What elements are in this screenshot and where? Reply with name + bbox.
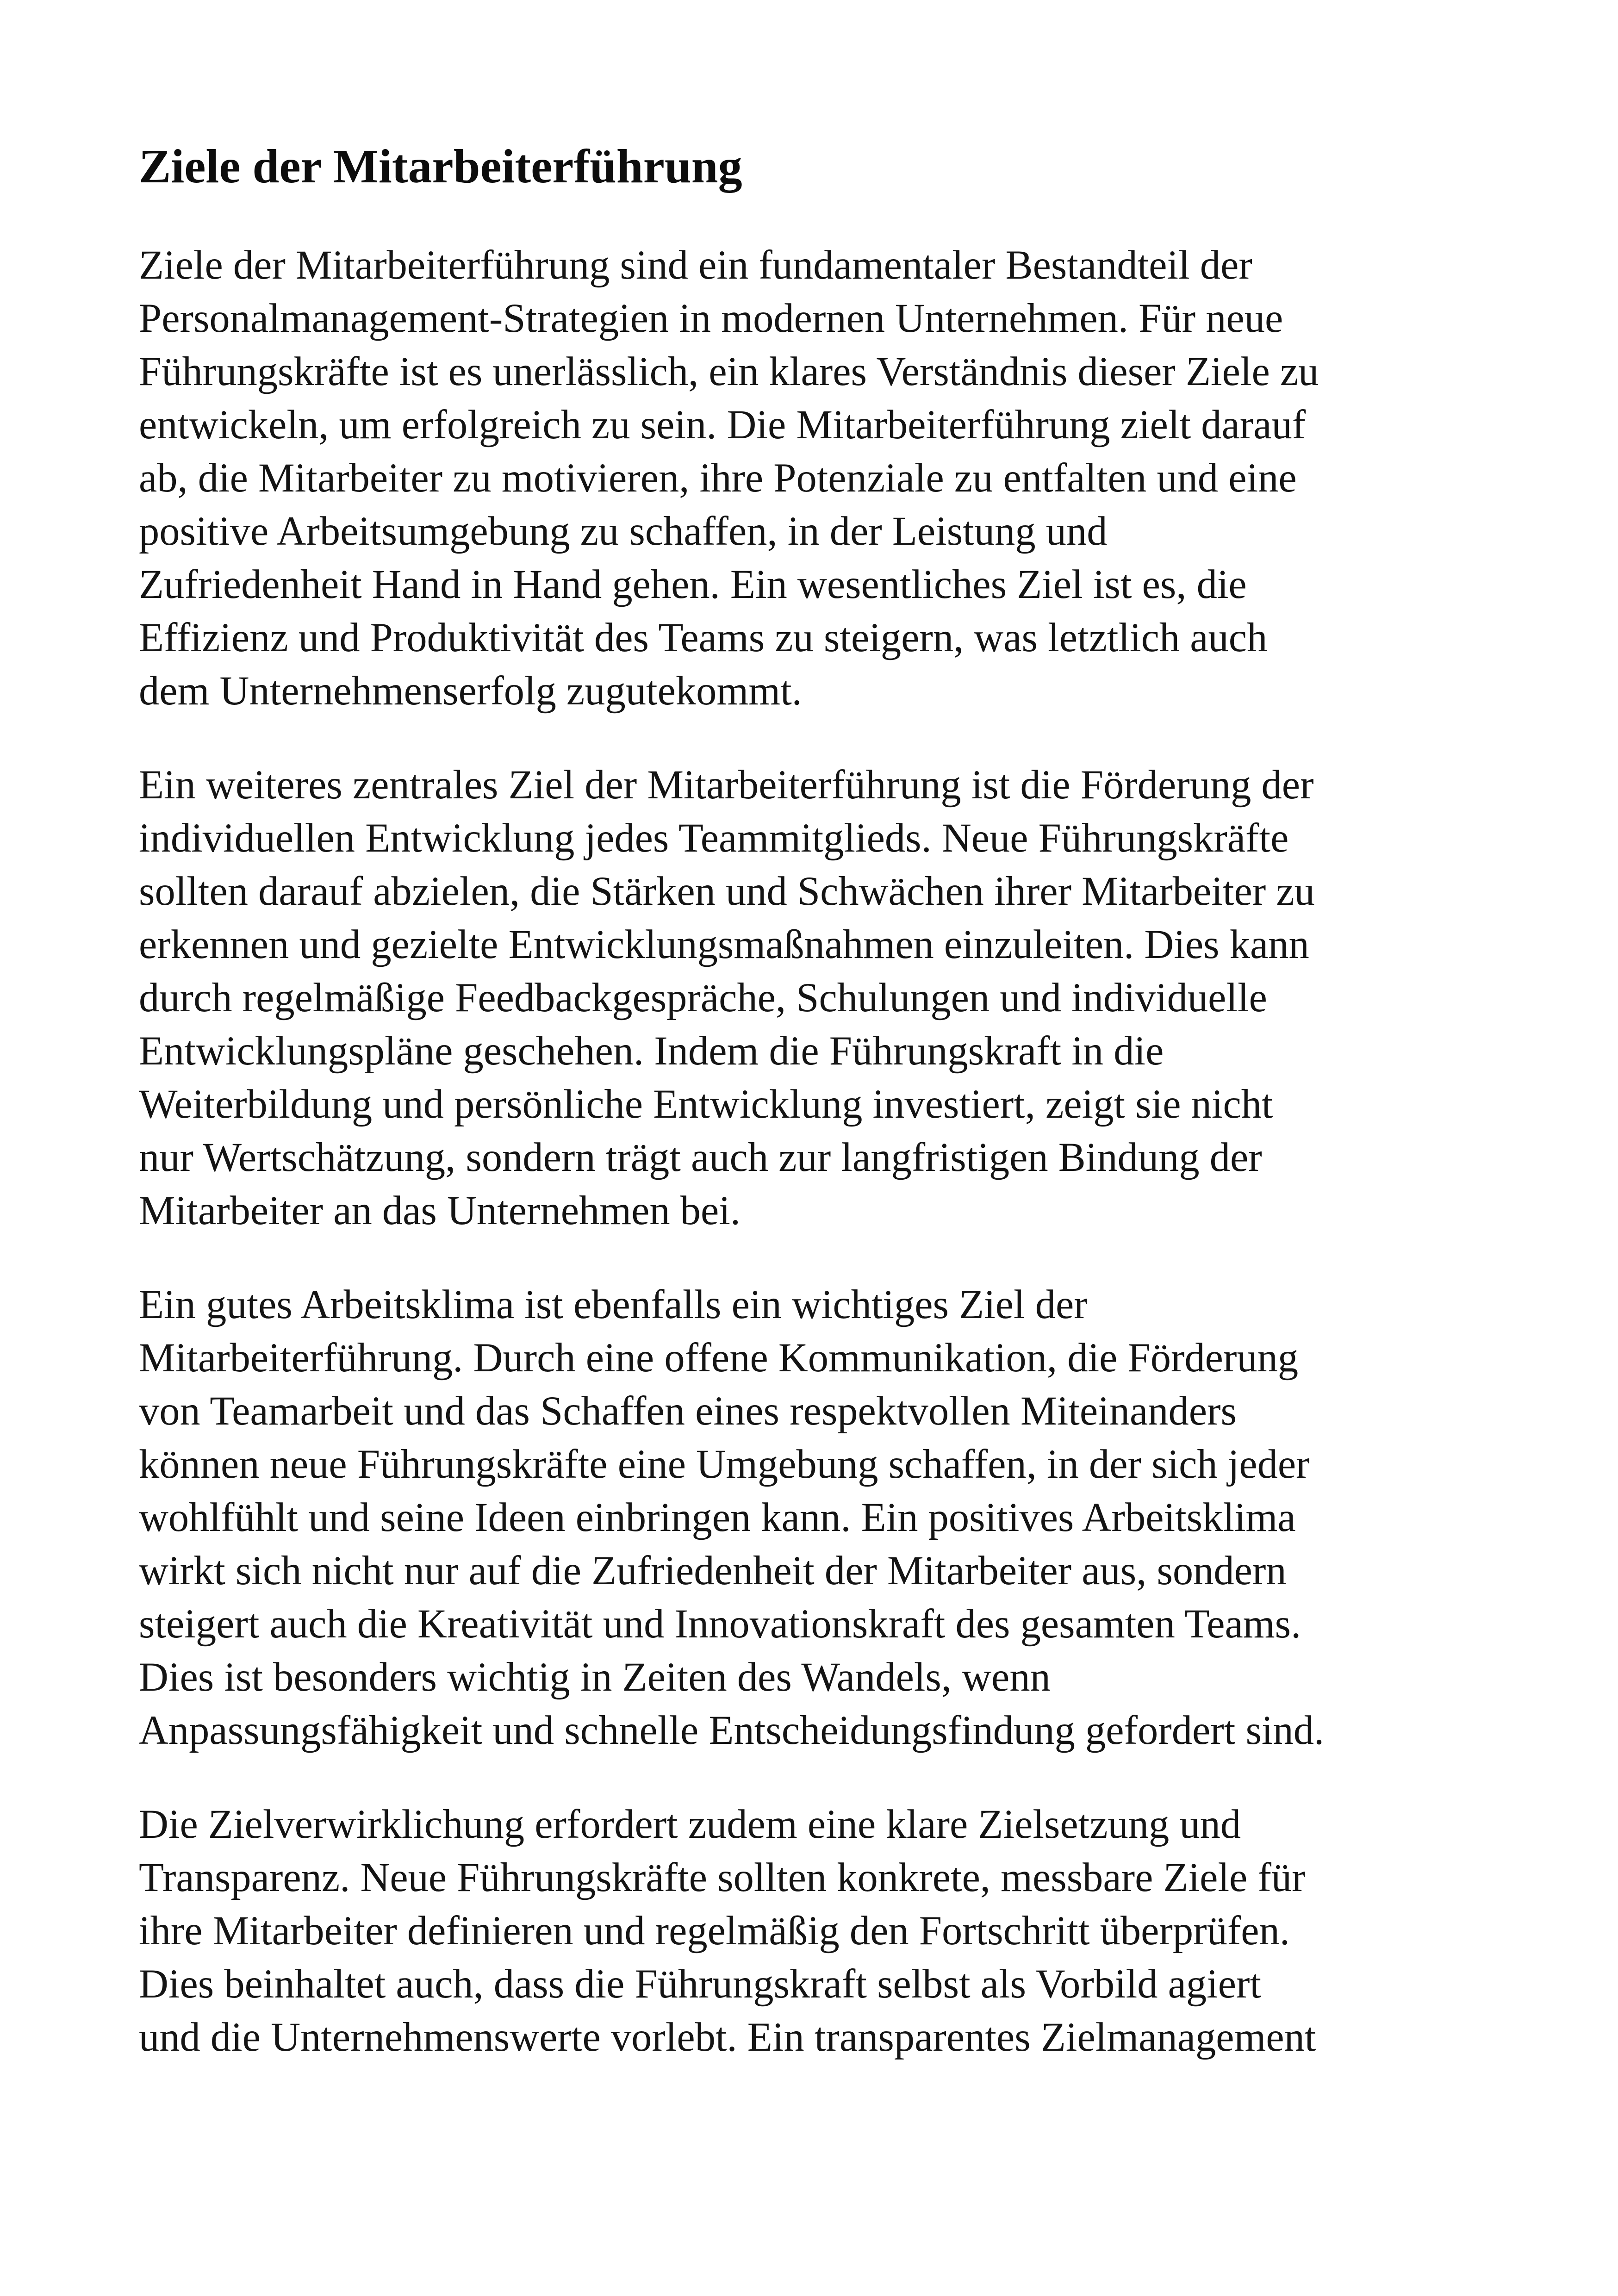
paragraph-2: Ein weiteres zentrales Ziel der Mitarbeiterführung ist die Förderung der individuellen Entwicklung jedes Teammitglieds. Neue Führungskräfte sollten darauf abzielen, die Stärken und Schwächen ihrer Mitarbeiter zu erkennen und gezielte Entwicklungsmaßnahmen einzuleiten. Dies kann durch regelmäßige Feedbackgespräche, Schulungen und individuelle Entwicklungspläne geschehen. Indem die Führungskraft in die Weiterbildung und persönliche Entwicklung investiert, zeigt sie nicht nur Wertschätzung, sondern trägt auch zur langfristigen Bindung der Mitarbeiter an das Unternehmen bei.	[139, 762, 1315, 1233]
document-title: Ziele der Mitarbeiterführung	[139, 140, 742, 193]
paragraph-1: Ziele der Mitarbeiterführung sind ein fundamentaler Bestandteil der Personalmanagement-Strategien in modernen Unternehmen. Für neue Führungskräfte ist es unerlässlich, ein klares Verständnis dieser Ziele zu entwickeln, um erfolgreich zu sein. Die Mitarbeiterführung zielt darauf ab, die Mitarbeiter zu motivieren, ihre Potenziale zu entfalten und eine positive Arbeitsumgebung zu schaffen, in der Leistung und Zufriedenheit Hand in Hand gehen. Ein wesentliches Ziel ist es, die Effizienz und Produktivität des Teams zu steigern, was letztlich auch dem Unternehmenserfolg zugutekommt.	[139, 242, 1319, 714]
paragraph-4: Die Zielverwirklichung erfordert zudem eine klare Zielsetzung und Transparenz. Neue Führungskräfte sollten konkrete, messbare Ziele für ihre Mitarbeiter definieren und regelmäßig den Fortschritt überprüfen. Dies beinhaltet auch, dass die Führungskraft selbst als Vorbild agiert und die Unternehmenswerte vorlebt. Ein transparentes Zielmanagement	[139, 1801, 1316, 2060]
paragraph-3: Ein gutes Arbeitsklima ist ebenfalls ein wichtiges Ziel der Mitarbeiterführung. Durch eine offene Kommunikation, die Förderung von Teamarbeit und das Schaffen eines respektvollen Miteinanders können neue Führungskräfte eine Umgebung schaffen, in der sich jeder wohlfühlt und seine Ideen einbringen kann. Ein positives Arbeitsklima wirkt sich nicht nur auf die Zufriedenheit der Mitarbeiter aus, sondern steigert auch die Kreativität und Innovationskraft des gesamten Teams. Dies ist besonders wichtig in Zeiten des Wandels, wenn Anpassungsfähigkeit und schnelle Entscheidungsfindung gefordert sind.	[139, 1282, 1325, 1753]
document-content	[139, 139, 1490, 2105]
